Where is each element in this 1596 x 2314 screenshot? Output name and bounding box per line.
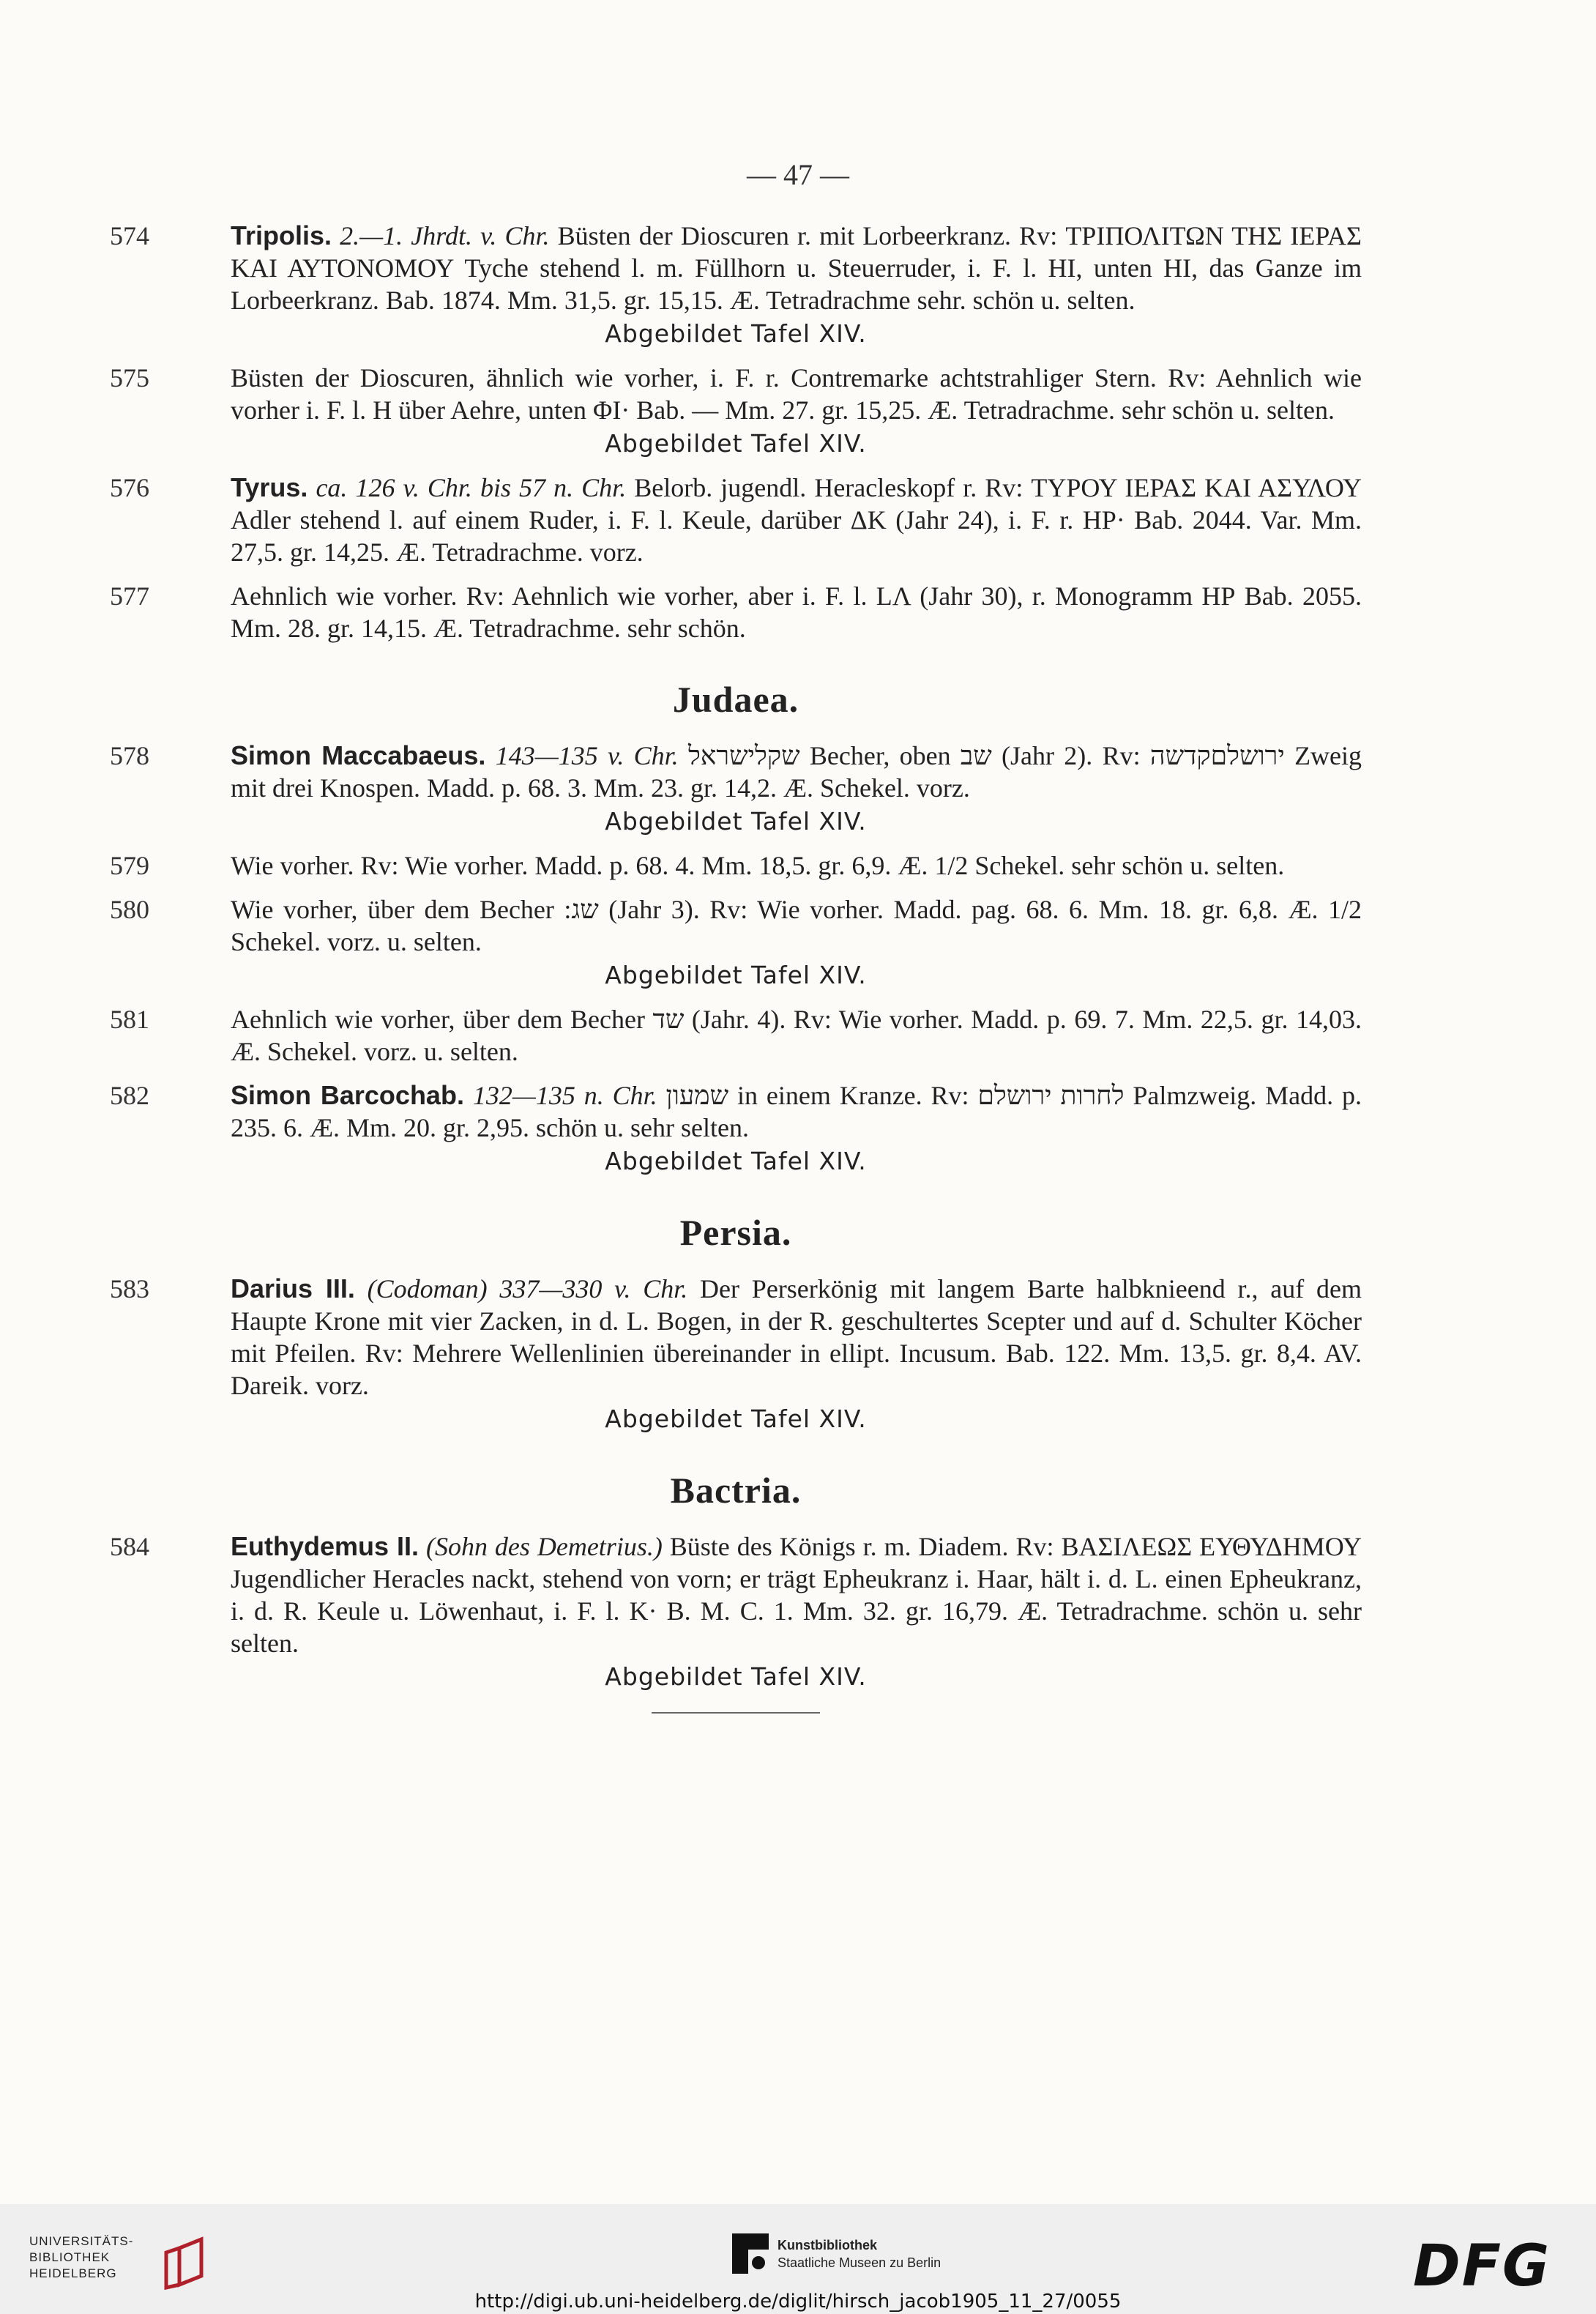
entry-text: Wie vorher, über dem Becher :שג (Jahr 3). Rv: Wie vorher. Madd. pag. 68. 6. Mm. 18. gr. 6,8. Æ. 1/2 Schekel. vorz. u. selten.: [231, 895, 1362, 956]
entry-number: 582: [110, 1081, 149, 1110]
entry-number: 581: [110, 1005, 149, 1034]
catalog-entry: [110, 1079, 1362, 1178]
entry-text: Aehnlich wie vorher. Rv: Aehnlich wie vorher, aber i. F. l. LΛ (Jahr 30), r. Monogramm ΗΡ Bab. 2055. Mm. 28. gr. 14,15. Æ. Tetradrachme. sehr schön.: [231, 581, 1362, 643]
entry-text: שמעון in einem Kranze. Rv: לחרות ירושלם Palmzweig. Madd. p. 235. 6. Æ. Mm. 20. gr. 2,95. schön u. sehr selten.: [231, 1081, 1362, 1142]
catalog-content: [110, 220, 1362, 1714]
catalog-entry: [110, 472, 1362, 568]
plate-caption: Abgebildet Tafel XIV.: [605, 1147, 867, 1175]
plate-caption: Abgebildet Tafel XIV.: [605, 961, 867, 989]
entry-date: 132—135 n. Chr.: [472, 1081, 657, 1110]
plate-caption: Abgebildet Tafel XIV.: [605, 429, 867, 458]
section-title-judaea: Judaea.: [672, 679, 799, 720]
entry-heading: Euthydemus II.: [231, 1531, 419, 1561]
catalog-entry: [110, 893, 1362, 992]
entry-date: (Sohn des Demetrius.): [425, 1532, 663, 1561]
catalog-entry: [110, 740, 1362, 838]
uni-line-3: HEIDELBERG: [29, 2266, 117, 2280]
university-library-logo[interactable]: [29, 2233, 205, 2292]
catalog-entry: [110, 1273, 1362, 1435]
entry-heading: Tyrus.: [231, 472, 308, 502]
plate-caption: Abgebildet Tafel XIV.: [605, 1405, 867, 1433]
kb-line-2: Staatliche Museen zu Berlin: [778, 2255, 941, 2270]
section-title-persia: Persia.: [679, 1212, 792, 1253]
entry-heading: Darius III.: [231, 1273, 355, 1303]
catalog-entry: [110, 1530, 1362, 1693]
plate-caption: Abgebildet Tafel XIV.: [605, 1662, 867, 1691]
uni-emblem-icon: [157, 2233, 216, 2292]
catalog-entry: [110, 220, 1362, 350]
entry-date: 2.—1. Jhrdt. v. Chr.: [340, 221, 550, 250]
entry-text: Büsten der Dioscuren r. mit Lorbeerkranz. Rv: ΤΡΙΠΟΛΙΤΩΝ ΤΗΣ ΙΕΡΑΣ ΚΑΙ ΑΥΤΟΝΟΜΟΥ Tyche stehend l. m. Füllhorn u. Steuerruder, i. F. l. ΗΙ, unten ΗΙ, das Ganze im Lorbeerkranz. Bab. 1874. Mm. 31,5. gr. 15,15. Æ. Tetradrachme sehr. schön u. selten.: [231, 221, 1362, 315]
entry-text: Büste des Königs r. m. Diadem. Rv: ΒΑΣΙΛΕΩΣ ΕΥΘΥΔΗΜΟΥ Jugendlicher Heracles nackt, stehend von vorn; er trägt Epheukranz i. Haar, hält i. d. L. einen Epheukranz, i. d. R. Keule u. Löwenhaut, i. F. l. Κ· B. M. C. 1. Mm. 32. gr. 16,79. Æ. Tetradrachme. schön u. sehr selten.: [231, 1532, 1362, 1658]
page-number: — 47 —: [747, 158, 849, 191]
entry-text: Büsten der Dioscuren, ähnlich wie vorher, i. F. r. Contremarke achtstrahliger Stern. Rv: Aehnlich wie vorher i. F. l. H über Aehre, unten ΦΙ· Bab. — Mm. 27. gr. 15,25. Æ. Tetradrachme. sehr schön u. selten.: [231, 363, 1362, 425]
section-title-bactria: Bactria.: [670, 1470, 802, 1511]
entry-number: 584: [110, 1532, 149, 1561]
entry-number: 577: [110, 581, 149, 611]
entry-date: ca. 126 v. Chr. bis 57 n. Chr.: [316, 473, 627, 502]
entry-number: 580: [110, 895, 149, 924]
entry-number: 583: [110, 1274, 149, 1303]
entry-number: 578: [110, 741, 149, 770]
digitization-footer: [0, 2204, 1596, 2314]
kunstbibliothek-logo[interactable]: [732, 2233, 1025, 2277]
entry-heading: Simon Barcochab.: [231, 1080, 464, 1110]
entry-date: 143—135 v. Chr.: [495, 741, 679, 770]
uni-line-1: UNIVERSITÄTS-: [29, 2234, 134, 2248]
entries-group-2: [110, 740, 1362, 1178]
entries-group-4: [110, 1530, 1362, 1693]
entry-date: (Codoman) 337—330 v. Chr.: [367, 1274, 688, 1303]
catalog-entry: [110, 362, 1362, 460]
source-url[interactable]: http://digi.ub.uni-heidelberg.de/diglit/hirsch_jacob1905_11_27/0055: [474, 2291, 1122, 2313]
uni-line-2: BIBLIOTHEK: [29, 2250, 111, 2264]
end-rule: [652, 1712, 820, 1714]
entry-text: Der Perserkönig mit langem Barte halbknieend r., auf dem Haupte Krone mit vier Zacken, in d. L. Bogen, in der R. geschultertes Scepter und auf d. Schulter Köcher mit Pfeilen. Rv: Mehrere Wellenlinien übereinander in ellipt. Incusum. Bab. 122. Mm. 13,5. gr. 8,4. AV. Dareik. vorz.: [231, 1274, 1362, 1400]
entries-group-3: [110, 1273, 1362, 1435]
entry-heading: Simon Maccabaeus.: [231, 740, 486, 770]
catalog-entry: [110, 1003, 1362, 1068]
entry-text: Belorb. jugendl. Heracleskopf r. Rv: ΤΥΡΟΥ ΙΕΡΑΣ ΚΑΙ ΑΣΥΛΟΥ Adler stehend l. auf einem Ruder, i. F. l. Keule, darüber ΔΚ (Jahr 24), i. F. r. ΗΡ· Bab. 2044. Var. Mm. 27,5. gr. 14,25. Æ. Tetradrachme. vorz.: [231, 473, 1362, 567]
entries-group-1: [110, 220, 1362, 644]
plate-caption: Abgebildet Tafel XIV.: [605, 807, 867, 836]
plate-caption: Abgebildet Tafel XIV.: [605, 319, 867, 348]
entry-text: Aehnlich wie vorher, über dem Becher שד (Jahr. 4). Rv: Wie vorher. Madd. p. 69. 7. Mm. 22,5. gr. 14,03. Æ. Schekel. vorz. u. selten.: [231, 1005, 1362, 1066]
entry-number: 575: [110, 363, 149, 393]
entry-text: שקלישראל Becher, oben שב (Jahr 2). Rv: ירושלםקדשה Zweig mit drei Knospen. Madd. p. 68. 3. Mm. 23. gr. 14,2. Æ. Schekel. vorz.: [231, 741, 1362, 803]
kb-line-1: Kunstbibliothek: [778, 2238, 877, 2252]
dfg-logo[interactable]: DFG: [1413, 2233, 1551, 2299]
entry-number: 576: [110, 473, 149, 502]
entry-number: 579: [110, 851, 149, 880]
kunstbibliothek-emblem-icon: [732, 2233, 769, 2274]
entry-text: Wie vorher. Rv: Wie vorher. Madd. p. 68. 4. Mm. 18,5. gr. 6,9. Æ. 1/2 Schekel. sehr schön u. selten.: [231, 851, 1285, 880]
entry-number: 574: [110, 221, 149, 250]
kunstbibliothek-text: [778, 2236, 941, 2272]
catalog-entry: [110, 849, 1362, 882]
entry-heading: Tripolis.: [231, 220, 332, 250]
catalog-entry: [110, 580, 1362, 644]
